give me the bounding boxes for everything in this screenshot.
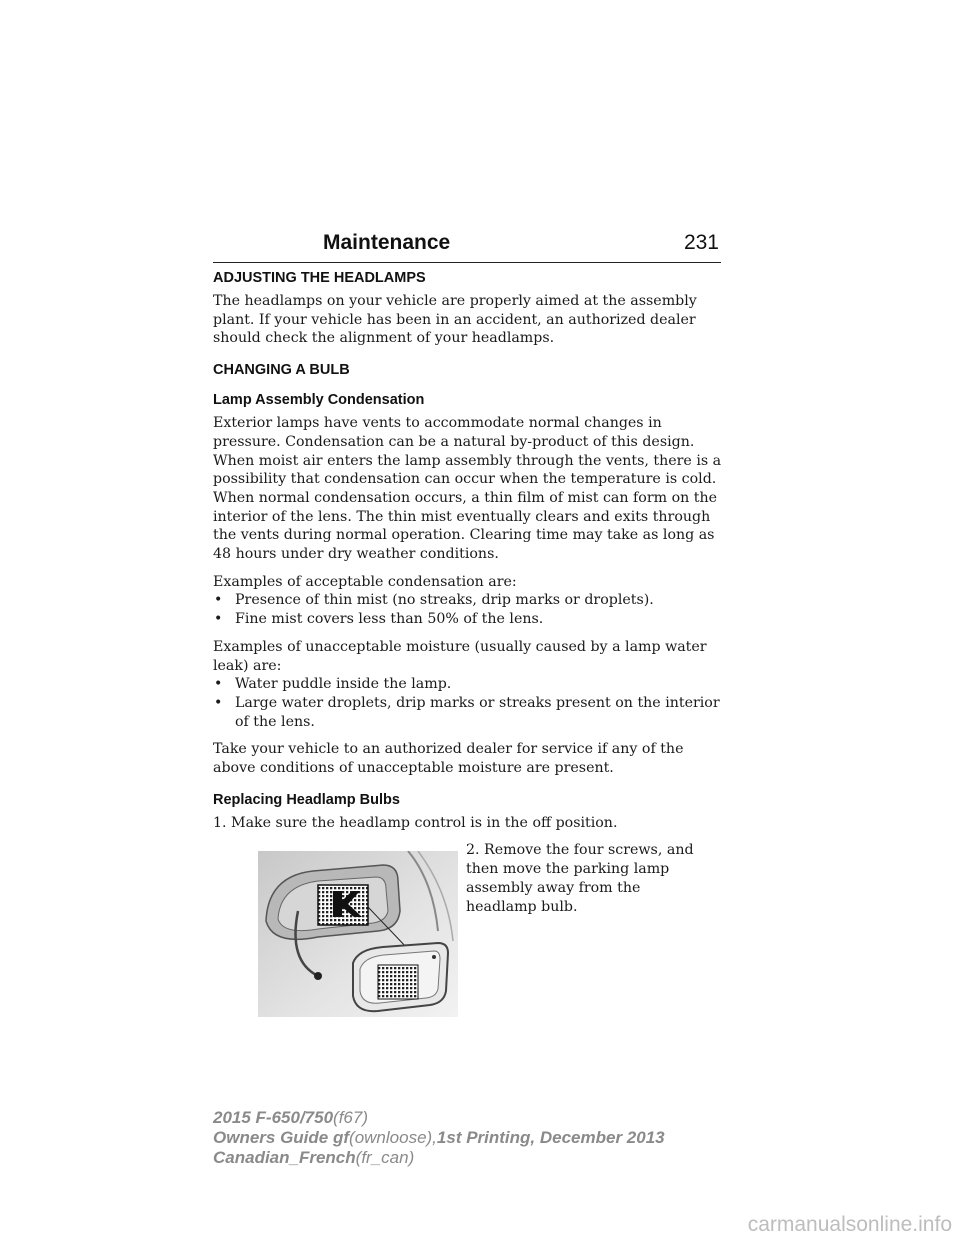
heading-adjusting-headlamps: ADJUSTING THE HEADLAMPS [213, 270, 426, 286]
acceptable-intro: Examples of acceptable condensation are: [213, 573, 517, 590]
list-item: • Presence of thin mist (no streaks, drip marks or droplets). [213, 591, 723, 610]
acceptable-list [213, 591, 723, 628]
list-item: • Fine mist covers less than 50% of the lens. [213, 610, 723, 629]
footer-line-2: Owners Guide gf(ownloose),1st Printing, December 2013 [213, 1128, 665, 1147]
footer-line-1: 2015 F-650/750(f67) [213, 1108, 369, 1127]
headlamp-illustration [258, 851, 458, 1017]
list-item: • Large water droplets, drip marks or streaks present on the interior of the lens. [213, 694, 723, 731]
page-content [213, 270, 723, 1041]
heading-lamp-condensation: Lamp Assembly Condensation [213, 392, 425, 409]
unacceptable-list [213, 675, 723, 731]
site-watermark: carmanualsonline.info [747, 1213, 952, 1236]
heading-replacing-bulbs: Replacing Headlamp Bulbs [213, 791, 400, 808]
paragraph-adjusting: The headlamps on your vehicle are properly aimed at the assembly plant. If your vehicle has been in an accident, an authorized dealer should check the alignment of your headlamps. [213, 293, 697, 347]
page-number: 231 [683, 231, 719, 254]
step-2-row [213, 841, 723, 1041]
paragraph-condensation: Exterior lamps have vents to accommodate normal changes in pressure. Condensation can be a natural by-product of this design. When moist air enters the lamp assembly through the vents, there is a possibility that condensation can occur when the temperature is cold. When normal condensation occurs, a thin film of mist can form on the interior of the lens. The thin mist eventually clears and exits through the vents during normal operation. Clearing time may take as long as 48 hours under dry weather conditions. [213, 415, 722, 563]
unacceptable-intro: Examples of unacceptable moisture (usually caused by a lamp water leak) are: [213, 638, 707, 674]
paragraph-service-note: Take your vehicle to an authorized dealer for service if any of the above conditions of unacceptable moisture are present. [213, 741, 684, 777]
page-header [213, 226, 721, 263]
footer-line-3: Canadian_French(fr_can) [213, 1148, 415, 1167]
list-item: • Water puddle inside the lamp. [213, 675, 723, 694]
heading-changing-bulb: CHANGING A BULB [213, 362, 350, 379]
step-1: 1. Make sure the headlamp control is in the off position. [213, 814, 618, 831]
step-2: 2. Remove the four screws, and then move the parking lamp assembly away from the headlamp bulb. [466, 842, 694, 915]
page-title: Maintenance [323, 231, 451, 254]
document-footer [213, 1108, 665, 1168]
